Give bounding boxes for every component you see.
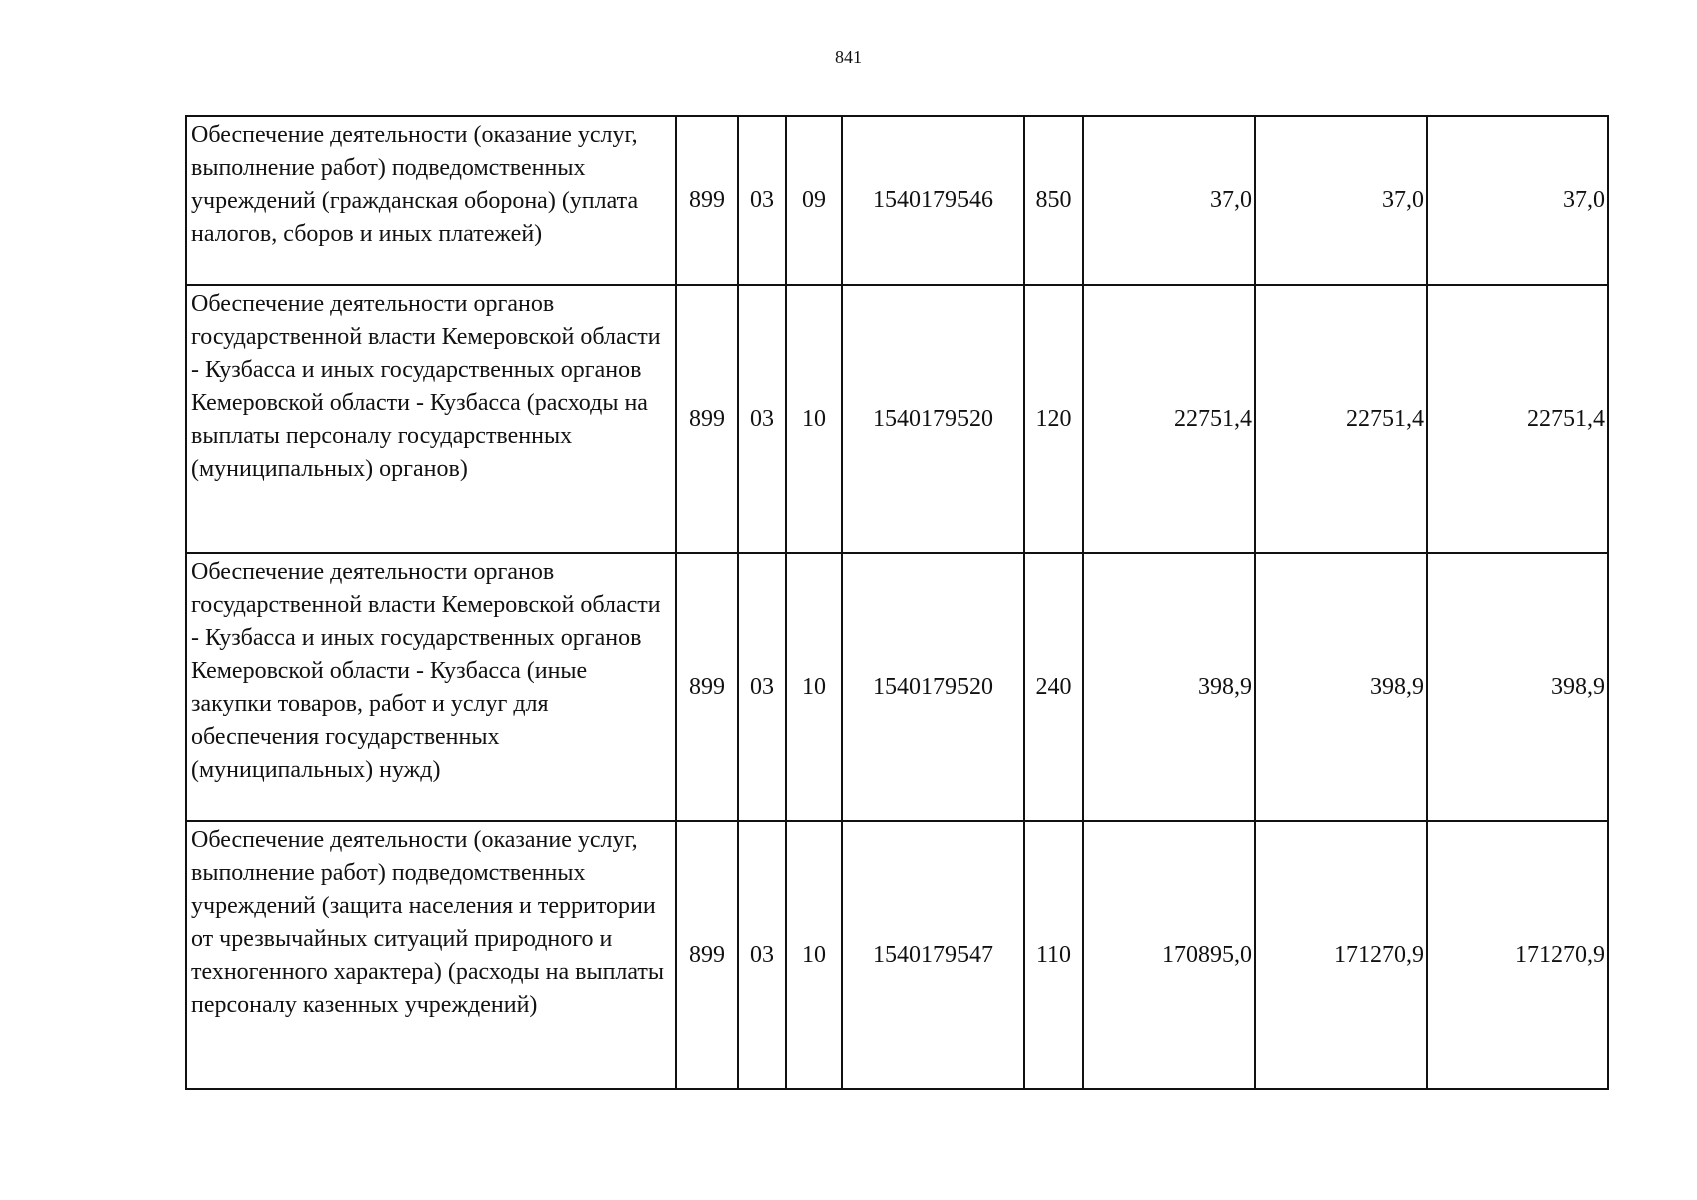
cell-grbs: 899 <box>676 821 738 1089</box>
row-description: Обеспечение деятельности (оказание услуг, выполнение работ) подведомственных учреждений (гражданская оборона) (уплата налогов, сборов и иных платежей) <box>186 116 676 285</box>
budget-table <box>185 115 1609 1090</box>
cell-section: 03 <box>738 285 786 553</box>
cell-subsection: 10 <box>786 285 842 553</box>
cell-expense-type: 240 <box>1024 553 1083 821</box>
table-row <box>186 285 1608 553</box>
cell-sum-2: 398,9 <box>1255 553 1427 821</box>
page-number: 841 <box>835 47 862 67</box>
row-description: Обеспечение деятельности (оказание услуг, выполнение работ) подведомственных учреждений (защита населения и территории от чрезвычайных ситуаций природного и техногенного характера) (расходы на выплаты персоналу казенных учреждений) <box>186 821 676 1089</box>
cell-sum-3: 22751,4 <box>1427 285 1608 553</box>
row-description: Обеспечение деятельности органов государственной власти Кемеровской области - Кузбасса и иных государственных органов Кемеровской области - Кузбасса (расходы на выплаты персоналу государственных (муниципальных) органов) <box>186 285 676 553</box>
cell-subsection: 10 <box>786 821 842 1089</box>
table-row <box>186 553 1608 821</box>
cell-sum-1: 398,9 <box>1083 553 1255 821</box>
cell-expense-type: 850 <box>1024 116 1083 285</box>
cell-section: 03 <box>738 553 786 821</box>
cell-section: 03 <box>738 116 786 285</box>
cell-subsection: 09 <box>786 116 842 285</box>
cell-target-article: 1540179520 <box>842 553 1024 821</box>
table-row <box>186 116 1608 285</box>
cell-sum-1: 170895,0 <box>1083 821 1255 1089</box>
cell-target-article: 1540179547 <box>842 821 1024 1089</box>
cell-subsection: 10 <box>786 553 842 821</box>
cell-sum-3: 398,9 <box>1427 553 1608 821</box>
cell-target-article: 1540179520 <box>842 285 1024 553</box>
row-description: Обеспечение деятельности органов государственной власти Кемеровской области - Кузбасса и иных государственных органов Кемеровской области - Кузбасса (иные закупки товаров, работ и услуг для обеспечения государственных (муниципальных) нужд) <box>186 553 676 821</box>
cell-target-article: 1540179546 <box>842 116 1024 285</box>
cell-sum-2: 171270,9 <box>1255 821 1427 1089</box>
cell-section: 03 <box>738 821 786 1089</box>
cell-grbs: 899 <box>676 116 738 285</box>
cell-expense-type: 110 <box>1024 821 1083 1089</box>
cell-expense-type: 120 <box>1024 285 1083 553</box>
cell-sum-1: 37,0 <box>1083 116 1255 285</box>
cell-grbs: 899 <box>676 285 738 553</box>
cell-sum-3: 171270,9 <box>1427 821 1608 1089</box>
cell-sum-1: 22751,4 <box>1083 285 1255 553</box>
table-row <box>186 821 1608 1089</box>
cell-sum-2: 37,0 <box>1255 116 1427 285</box>
cell-grbs: 899 <box>676 553 738 821</box>
cell-sum-3: 37,0 <box>1427 116 1608 285</box>
cell-sum-2: 22751,4 <box>1255 285 1427 553</box>
